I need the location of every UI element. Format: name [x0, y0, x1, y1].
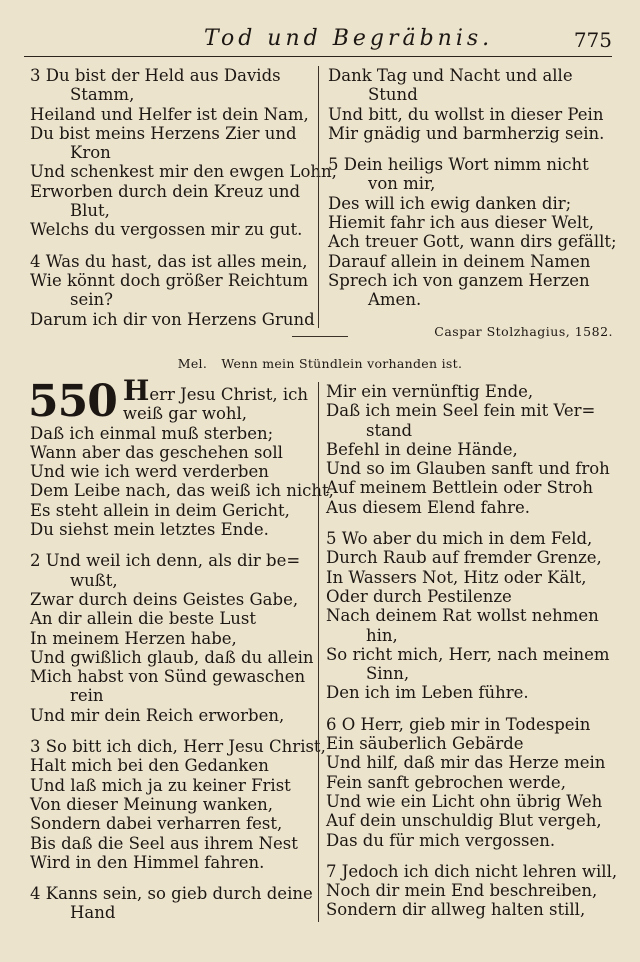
- previous-hymn-left-column: [30, 66, 337, 341]
- verse-line: Und schenkest mir den ewgen Lohn,: [30, 162, 337, 182]
- verse-line: 5 Wo aber du mich in dem Feld,: [326, 529, 593, 549]
- verse-line: 4 Kanns sein, so gieb durch deine: [30, 884, 313, 904]
- verse-line: Den ich im Leben führe.: [326, 683, 529, 703]
- running-title: Tod und Begräbnis.: [204, 26, 494, 51]
- verse-line: 5 Dein heiligs Wort nimm nicht: [328, 155, 589, 175]
- previous-hymn-right-column: [328, 66, 617, 341]
- stanza: [30, 551, 315, 725]
- verse-line: Noch dir mein End beschreiben,: [326, 881, 598, 901]
- page-header: [24, 24, 612, 58]
- verse-line: Blut,: [70, 201, 110, 221]
- verse-line: Aus diesem Elend fahre.: [326, 497, 530, 517]
- verse-line: Sondern dir allweg halten still,: [326, 900, 586, 920]
- verse-line: Heiland und Helfer ist dein Nam,: [30, 104, 309, 124]
- stanza: [30, 884, 315, 923]
- column-divider: [318, 382, 319, 922]
- verse-line: Welchs du vergossen mir zu gut.: [30, 220, 303, 240]
- first-line-text: err Jesu Christ, ich: [149, 385, 308, 404]
- verse-line: Daß ich einmal muß sterben;: [30, 423, 274, 443]
- verse-line: Stamm,: [70, 85, 135, 105]
- verse-line: Mir ein vernünftig Ende,: [326, 382, 534, 401]
- verse-line: Und mir dein Reich erworben,: [30, 705, 285, 725]
- verse-line: Durch Raub auf fremder Grenze,: [326, 548, 602, 568]
- verse-line: stand: [366, 420, 413, 440]
- verse-line: Und gwißlich glaub, daß du allein: [30, 647, 314, 667]
- verse-line: Sinn,: [366, 664, 410, 684]
- verse-line: Erworben durch dein Kreuz und: [30, 181, 301, 201]
- page-number: 775: [573, 28, 612, 52]
- verse-line: Auf dein unschuldig Blut vergeh,: [326, 811, 602, 831]
- verse-line: Mich habst von Sünd gewaschen: [30, 667, 306, 687]
- author-attribution: Caspar Stolzhagius, 1582.: [434, 323, 613, 339]
- verse-line: Wird in den Himmel fahren.: [30, 852, 265, 872]
- stanza: [28, 374, 334, 540]
- melody-label: Mel.: [177, 356, 208, 371]
- verse-line: 7 Jedoch ich dich nicht lehren will,: [326, 861, 618, 881]
- verse-line: 3 Du bist der Held aus Davids: [30, 66, 281, 85]
- verse-line: sein?: [70, 290, 113, 310]
- verse-line: Wann aber das geschehen soll: [30, 442, 283, 462]
- verse-line: So richt mich, Herr, nach meinem: [326, 644, 610, 664]
- verse-line: Hiemit fahr ich aus dieser Welt,: [328, 213, 594, 233]
- verse-line: Daß ich mein Seel fein mit Ver=: [326, 401, 596, 421]
- verse-line: Dank Tag und Nacht und alle: [328, 66, 573, 85]
- verse-line: Hand: [70, 903, 116, 923]
- verse-line: Amen.: [368, 290, 422, 310]
- verse-line: Du bist meins Herzens Zier und: [30, 123, 297, 143]
- verse-line: Auf meinem Bettlein oder Stroh: [326, 478, 593, 498]
- verse-line: Und wie ein Licht ohn übrig Weh: [326, 791, 603, 811]
- verse-line: Zwar durch deins Geistes Gabe,: [30, 589, 299, 609]
- verse-line: Bis daß die Seel aus ihrem Nest: [30, 833, 298, 853]
- verse-line: Ach treuer Gott, wann dirs gefällt;: [328, 232, 617, 252]
- verse-line: In meinem Herzen habe,: [30, 628, 237, 648]
- verse-line: weiß gar wohl,: [122, 404, 248, 424]
- hymn-550-right-column: [326, 382, 618, 932]
- melody-title: Wenn mein Stündlein vorhanden ist.: [221, 356, 463, 371]
- verse-line: Von dieser Meinung wanken,: [30, 794, 274, 814]
- verse-line: Ein säuberlich Gebärde: [326, 734, 524, 754]
- verse-line: Du siehst mein letztes Ende.: [30, 520, 269, 540]
- verse-line: Und wie ich werd verderben: [30, 462, 269, 482]
- stanza: [30, 737, 326, 872]
- verse-line: 6 O Herr, gieb mir in Todespein: [326, 714, 591, 734]
- verse-line: hin,: [366, 625, 398, 645]
- verse-line: von mir,: [368, 174, 436, 194]
- stanza: [328, 66, 613, 143]
- verse-line: Kron: [70, 143, 111, 163]
- verse-line: rein: [70, 686, 104, 706]
- verse-line: An dir allein die beste Lust: [30, 609, 257, 629]
- verse-line: Sprech ich von ganzem Herzen: [328, 270, 590, 290]
- hymn-550-left-column: [28, 374, 334, 935]
- verse-line: Fein sanft gebrochen werde,: [326, 772, 566, 792]
- verse-line: Oder durch Pestilenze: [326, 586, 512, 606]
- verse-line: Das du für mich vergossen.: [326, 830, 556, 850]
- verse-line: Und hilf, daß mir das Herze mein: [326, 753, 606, 773]
- verse-line: Mir gnädig und barmherzig sein.: [328, 123, 605, 143]
- drop-cap: H: [122, 374, 150, 407]
- verse-line: Darauf allein in deinem Namen: [328, 251, 591, 271]
- hymn-number: 550: [28, 376, 117, 427]
- verse-line: In Wassers Not, Hitz oder Kält,: [326, 567, 587, 587]
- verse-line: Dem Leibe nach, das weiß ich nicht,: [30, 481, 334, 501]
- verse-line: Halt mich bei den Gedanken: [30, 756, 269, 776]
- stanza: [326, 382, 612, 517]
- verse-line: Darum ich dir von Herzens Grund: [30, 309, 315, 329]
- verse-line: 2 Und weil ich denn, als dir be=: [30, 551, 301, 571]
- stanza: [328, 155, 617, 310]
- verse-line: Und laß mich ja zu keiner Frist: [30, 775, 291, 795]
- verse-line: Befehl in deine Hände,: [326, 439, 518, 459]
- column-divider: [318, 66, 319, 328]
- verse-line: 4 Was du hast, das ist alles mein,: [30, 251, 308, 271]
- verse-line: 3 So bitt ich dich, Herr Jesu Christ,: [30, 737, 326, 757]
- stanza: [30, 251, 315, 329]
- verse-line: Stund: [368, 85, 418, 105]
- verse-line: Sondern dabei verharren fest,: [30, 814, 283, 834]
- section-divider: [292, 336, 348, 337]
- verse-line: Wie könnt doch größer Reichtum: [30, 270, 309, 290]
- stanza: [326, 529, 612, 703]
- melody-note: [0, 356, 640, 371]
- header-rule: [24, 56, 612, 57]
- stanza: [30, 66, 337, 240]
- verse-line: Des will ich ewig danken dir;: [328, 193, 572, 213]
- verse-line: Es steht allein in deim Gericht,: [30, 500, 290, 520]
- stanza: [326, 715, 612, 850]
- stanza: [326, 861, 618, 920]
- verse-line: Und so im Glauben sanft und froh: [326, 459, 610, 479]
- verse-line: Nach deinem Rat wollst nehmen: [326, 606, 599, 626]
- verse-line: wußt,: [70, 570, 118, 590]
- verse-line: Und bitt, du wollst in dieser Pein: [328, 104, 604, 124]
